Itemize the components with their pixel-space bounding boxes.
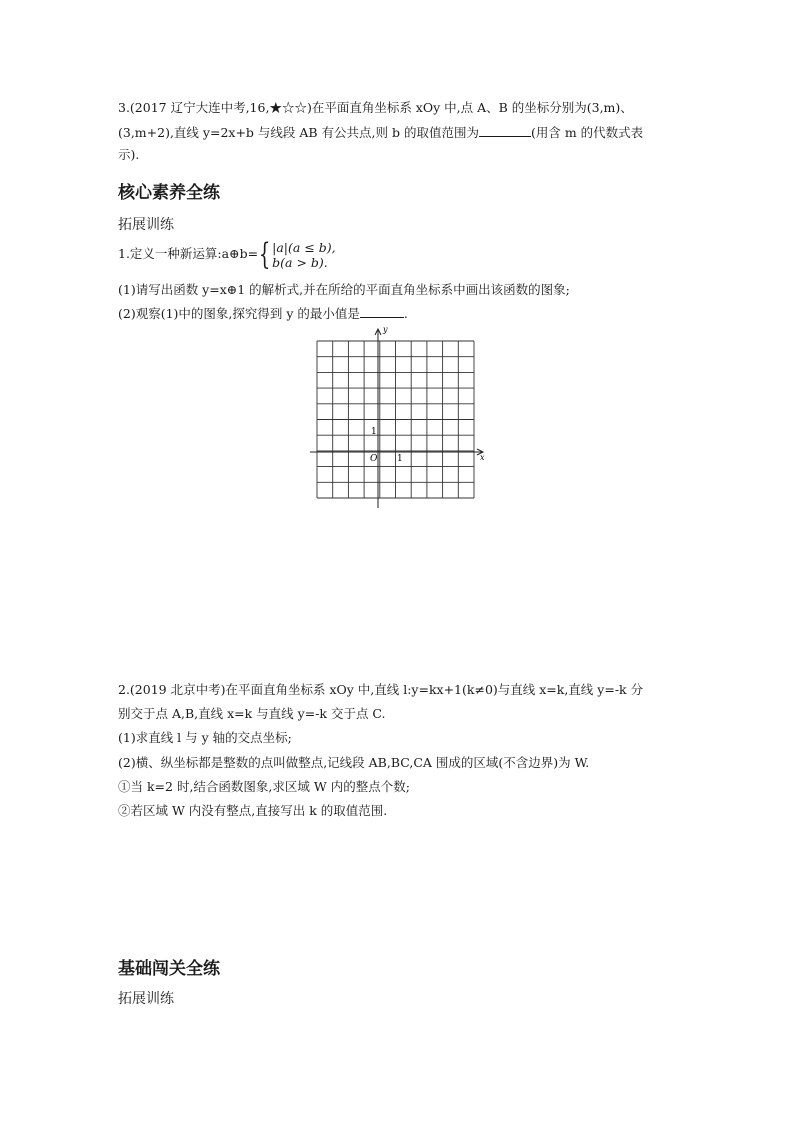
p2-line-5: ①当 k=2 时,结合函数图象,求区域 W 内的整点个数; <box>118 779 410 794</box>
grid-lines <box>317 341 474 498</box>
x-unit-label: 1 <box>397 454 403 464</box>
section-heading-basic: 基础闯关全练 <box>118 959 220 979</box>
section-subheading-extension-2: 拓展训练 <box>118 991 174 1007</box>
x-axis-label: x <box>480 453 485 462</box>
q3-line-2-end: (用含 m 的代数式表 <box>530 125 644 140</box>
q3-line-2-text: (3,m+2),直线 y=2x+b 与线段 AB 有公共点,则 b 的取值范围为 <box>118 125 479 140</box>
p2-line-1: 2.(2019 北京中考)在平面直角坐标系 xOy 中,直线 l:y=kx+1(k≠0)与直线 x=k,直线 y=-k 分 <box>118 682 644 697</box>
y-unit-label: 1 <box>371 427 377 437</box>
p1-part-2-text: (2)观察(1)中的图象,探究得到 y 的最小值是 <box>118 306 360 321</box>
axes <box>310 329 483 508</box>
p1-part-1: (1)请写出函数 y=x⊕1 的解析式,并在所给的平面直角坐标系中画出该函数的图象; <box>118 282 570 297</box>
p2-line-2: 别交于点 A,B,直线 x=k 与直线 y=-k 交于点 C. <box>118 706 386 721</box>
case-1: |a|(a ≤ b), <box>272 239 336 255</box>
p1-def-prefix: 1.定义一种新运算:a⊕b= <box>118 246 259 261</box>
q3-line-3: 示). <box>118 147 140 162</box>
brace-symbol: { <box>258 236 271 272</box>
p2-line-3: (1)求直线 l 与 y 轴的交点坐标; <box>118 730 292 745</box>
p1-part-2-end: . <box>403 306 408 321</box>
y-axis-label: y <box>383 325 388 334</box>
p2-line-4: (2)横、纵坐标都是整数的点叫做整点,记线段 AB,BC,CA 围成的区域(不含边界)为 W. <box>118 755 590 770</box>
origin-label: O <box>370 454 378 464</box>
section-heading-core: 核心素养全练 <box>118 183 220 203</box>
section-subheading-extension: 拓展训练 <box>118 217 174 233</box>
q3-line-1: 3.(2017 辽宁大连中考,16,★☆☆)在平面直角坐标系 xOy 中,点 A、B 的坐标分别为(3,m)、 <box>118 100 633 115</box>
case-2: b(a > b). <box>272 254 328 270</box>
p2-line-6: ②若区域 W 内没有整点,直接写出 k 的取值范围. <box>118 803 388 818</box>
